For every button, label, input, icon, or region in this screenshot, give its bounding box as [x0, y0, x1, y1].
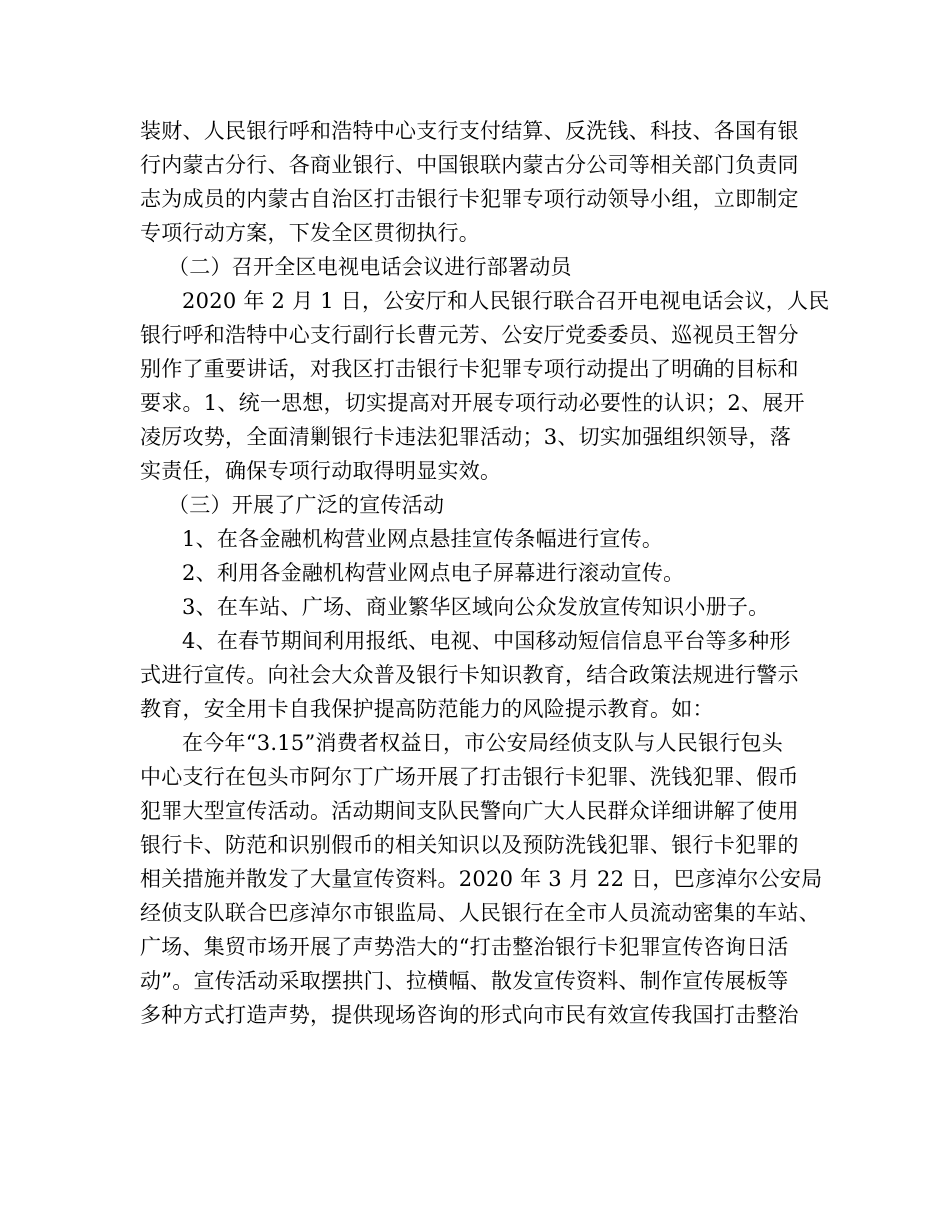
body-text-line: 别作了重要讲话，对我区打击银行卡犯罪专项行动提出了明确的目标和	[140, 357, 799, 381]
body-text-line: 志为成员的内蒙古自治区打击银行卡犯罪专项行动领导小组，立即制定	[140, 187, 799, 211]
section-heading: （二）召开全区电视电话会议进行部署动员	[168, 255, 572, 279]
body-text-line: 实责任，确保专项行动取得明显实效。	[140, 459, 502, 483]
body-text-line: 经侦支队联合巴彦淖尔市银监局、人民银行在全市人员流动密集的车站、	[140, 901, 820, 925]
body-text-line: 银行呼和浩特中心支行副行长曹元芳、公安厅党委委员、巡视员王智分	[140, 323, 799, 347]
body-text-line: 银行卡、防范和识别假币的相关知识以及预防洗钱犯罪、银行卡犯罪的	[140, 833, 799, 857]
body-text-line: 要求。1、统一思想，切实提高对开展专项行动必要性的认识；2、展开	[140, 391, 805, 415]
body-text-line: 专项行动方案，下发全区贯彻执行。	[140, 221, 480, 245]
body-text-line: 广场、集贸市场开展了声势浩大的“打击整治银行卡犯罪宣传咨询日活	[140, 935, 789, 959]
body-text-line: 动”。宣传活动采取摆拱门、拉横幅、散发宣传资料、制作宣传展板等	[140, 969, 789, 993]
body-text-line: 中心支行在包头市阿尔丁广场开展了打击银行卡犯罪、洗钱犯罪、假币	[140, 765, 799, 789]
body-text-line: 式进行宣传。向社会大众普及银行卡知识教育，结合政策法规进行警示	[140, 663, 799, 687]
list-item: 3、在车站、广场、商业繁华区域向公众发放宣传知识小册子。	[182, 595, 770, 619]
body-text-line: 装财、人民银行呼和浩特中心支行支付结算、反洗钱、科技、各国有银	[140, 119, 799, 143]
body-text-line: 行内蒙古分行、各商业银行、中国银联内蒙古分公司等相关部门负责同	[140, 153, 799, 177]
section-heading: （三）开展了广泛的宣传活动	[168, 493, 445, 517]
body-text-line: 多种方式打造声势，提供现场咨询的形式向市民有效宣传我国打击整治	[140, 1003, 799, 1027]
body-text-line: 教育，安全用卡自我保护提高防范能力的风险提示教育。如：	[140, 697, 714, 721]
body-text-line: 凌厉攻势，全面清剿银行卡违法犯罪活动；3、切实加强组织领导，落	[140, 425, 792, 449]
body-text-line: 相关措施并散发了大量宣传资料。2020 年 3 月 22 日，巴彦淖尔公安局	[140, 867, 823, 891]
list-item: 4、在春节期间利用报纸、电视、中国移动短信信息平台等多种形	[182, 629, 791, 653]
list-item: 2、利用各金融机构营业网点电子屏幕进行滚动宣传。	[182, 561, 685, 585]
list-item: 1、在各金融机构营业网点悬挂宣传条幅进行宣传。	[182, 527, 664, 551]
body-text-line: 在今年“3.15”消费者权益日，市公安局经侦支队与人民银行包头	[182, 731, 783, 755]
body-text-line: 2020 年 2 月 1 日，公安厅和人民银行联合召开电视电话会议，人民	[182, 289, 830, 313]
body-text-line: 犯罪大型宣传活动。活动期间支队民警向广大人民群众详细讲解了使用	[140, 799, 799, 823]
